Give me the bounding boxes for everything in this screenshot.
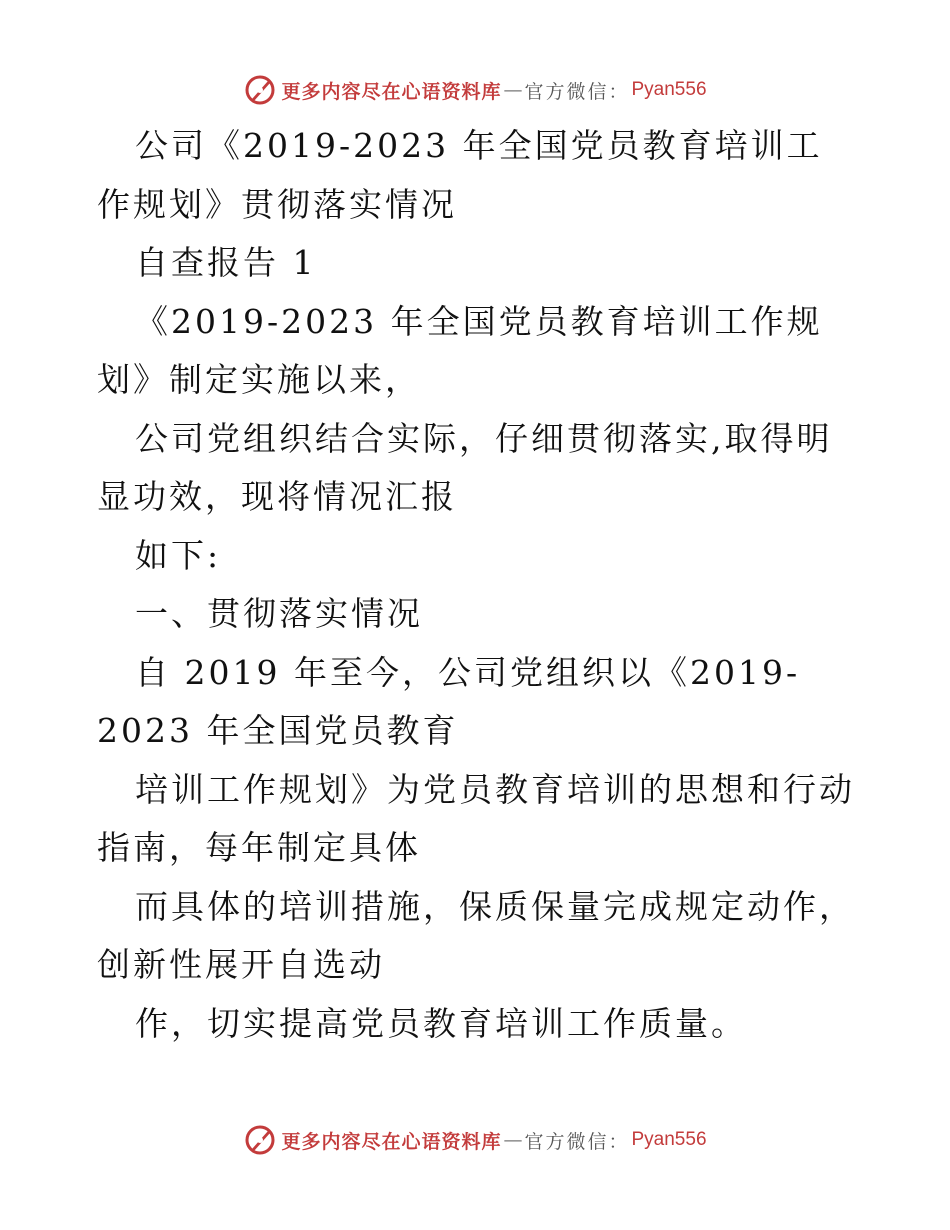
header-watermark	[0, 72, 950, 108]
watermark-wechat-id: Pyan556	[631, 1129, 707, 1150]
quill-pen-logo-icon	[243, 73, 277, 107]
watermark-separator: —	[503, 79, 523, 101]
document-body	[97, 117, 857, 1053]
paragraph: 自 2019 年至今，公司党组织以《2019-2023 年全国党员教育	[97, 652, 801, 750]
paragraph-title: 公司《2019-2023 年全国党员教育培训工作规划》贯彻落实情况	[97, 126, 823, 224]
watermark-separator: —	[503, 1129, 523, 1151]
watermark-official-label: 官方微信：	[524, 1130, 630, 1153]
paragraph: 而具体的培训措施，保质保量完成规定动作，创新性展开自选动	[97, 886, 855, 984]
footer-watermark	[0, 1122, 950, 1158]
watermark-official-label: 官方微信：	[524, 80, 630, 103]
paragraph-subtitle: 自查报告 1	[135, 243, 317, 282]
quill-pen-logo-icon	[243, 1123, 277, 1157]
paragraph: 培训工作规划》为党员教育培训的思想和行动指南，每年制定具体	[97, 769, 855, 867]
section-heading: 一、贯彻落实情况	[135, 594, 423, 633]
paragraph: 《2019-2023 年全国党员教育培训工作规划》制定实施以来，	[97, 301, 823, 399]
paragraph: 公司党组织结合实际，仔细贯彻落实,取得明显功效，现将情况汇报	[97, 418, 833, 516]
paragraph: 如下:	[135, 535, 222, 575]
watermark-text: 更多内容尽在心语资料库	[281, 1130, 502, 1153]
watermark-wechat-id: Pyan556	[631, 79, 707, 100]
paragraph: 作，切实提高党员教育培训工作质量。	[135, 1003, 747, 1043]
watermark-text: 更多内容尽在心语资料库	[281, 80, 502, 103]
